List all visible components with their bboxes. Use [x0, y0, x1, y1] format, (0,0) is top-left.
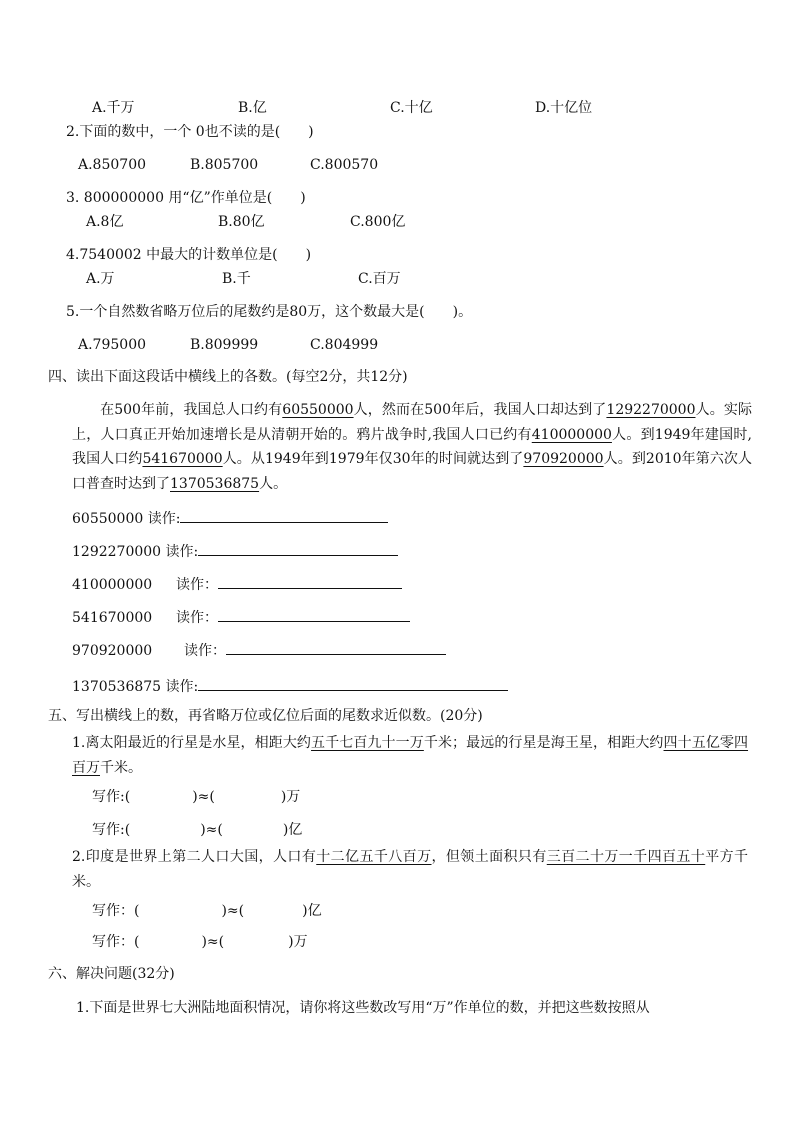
write-label: 写作:( [92, 822, 131, 838]
q-text: 千米；最远的行星是海王星，相距大约 [423, 735, 664, 751]
write-row [92, 902, 322, 920]
write-label: 写作:( [92, 789, 131, 805]
q3-option-a: A.8亿 [86, 214, 124, 230]
underlined-number: 541670000 [142, 451, 223, 467]
q5-option-a: A.795000 [78, 337, 147, 353]
q1-option-c: C.十亿 [390, 100, 433, 116]
para-text: 人。 [259, 475, 288, 492]
para-text: 人。到2010年第六次人口普查时达到了 [72, 451, 752, 492]
read-row [72, 508, 388, 528]
read-row [72, 541, 398, 561]
q3-stem: 3. 800000000 用“亿”作单位是( ) [66, 190, 306, 206]
q4-option-c: C.百万 [358, 271, 401, 287]
q1-option-b: B.亿 [238, 100, 267, 116]
q4-stem: 4.7540002 中最大的计数单位是( ) [66, 247, 312, 263]
underlined-number: 四十五亿零四百万 [72, 735, 749, 776]
q1-option-a: A.千万 [92, 100, 135, 116]
q-text: 平方千米。 [72, 849, 749, 890]
read-row [72, 676, 508, 696]
write-label: 写作：( [92, 903, 140, 919]
q5-stem: 5.一个自然数省略万位后的尾数约是80万，这个数最大是( )。 [66, 304, 473, 320]
section-5-q2 [72, 845, 748, 894]
read-row [72, 574, 402, 594]
q2-option-b: B.805700 [190, 157, 259, 173]
write-row [92, 788, 300, 806]
para-text: 人。从1949年到1979年仅30年的时间就达到了 [222, 451, 524, 467]
underlined-number: 三百二十万一千四百五十 [546, 849, 706, 865]
read-number: 410000000 [72, 577, 153, 593]
answer-blank[interactable] [226, 640, 446, 655]
q-text: 1.离太阳最近的行星是水星，相距大约 [72, 735, 312, 751]
unit-label: )亿 [282, 822, 303, 838]
write-row [92, 821, 302, 839]
read-number: 970920000 [72, 643, 153, 659]
underlined-number: 十二亿五千八百万 [316, 849, 432, 865]
write-label: 写作：( [92, 934, 140, 950]
read-number: 1292270000 [72, 544, 162, 560]
unit-label: )万 [280, 789, 301, 805]
read-label: 读作： [184, 643, 226, 659]
approx-sign: )≈( [200, 822, 223, 838]
q4-option-a: A.万 [86, 271, 115, 287]
read-row [72, 640, 446, 660]
section-5-q1 [72, 731, 748, 780]
answer-blank[interactable] [218, 574, 402, 589]
underlined-number: 1292270000 [606, 402, 696, 418]
underlined-number: 970920000 [523, 451, 604, 467]
section-4-title: 四、读出下面这段话中横线上的各数。(每空2分，共12分) [48, 369, 408, 385]
q2-option-a: A.850700 [78, 157, 147, 173]
answer-blank[interactable] [180, 508, 388, 523]
q4-option-b: B.千 [222, 271, 251, 287]
section-6-q1: 1.下面是世界七大洲陆地面积情况，请你将这些数改写用“万”作单位的数，并把这些数按照从 [76, 1000, 650, 1016]
section-6-title: 六、解决问题(32分) [48, 966, 175, 982]
underlined-number: 五千七百九十一万 [311, 735, 424, 751]
q5-option-c: C.804999 [310, 337, 379, 353]
underlined-number: 1370536875 [170, 475, 260, 492]
underlined-number: 410000000 [531, 426, 612, 443]
q-text: 千米。 [100, 759, 142, 776]
answer-blank[interactable] [198, 541, 398, 556]
para-text: 人。实际上，人口真正开始加速增长是从清朝开始的。鸦片战争时,我国人口已约有 [72, 402, 752, 443]
read-label: 读作： [176, 610, 218, 626]
q3-option-c: C.800亿 [350, 214, 406, 230]
read-label: 读作: [147, 511, 181, 527]
approx-sign: )≈( [192, 789, 215, 805]
read-number: 1370536875 [72, 679, 162, 695]
underlined-number: 60550000 [282, 402, 354, 418]
para-text: 人。到1949年建国时,我国人口约 [72, 426, 752, 467]
q3-option-b: B.80亿 [218, 214, 265, 230]
read-label: 读作: [165, 679, 199, 695]
approx-sign: )≈( [221, 903, 245, 919]
q5-option-b: B.809999 [190, 337, 259, 353]
answer-blank[interactable] [198, 676, 508, 691]
read-label: 读作: [165, 544, 199, 560]
unit-label: )万 [288, 934, 308, 950]
read-row [72, 607, 410, 627]
q2-stem: 2.下面的数中，一个 0也不读的是( ) [66, 124, 314, 140]
unit-label: )亿 [302, 903, 322, 919]
q1-option-d: D.十亿位 [535, 100, 593, 116]
approx-sign: )≈( [201, 934, 225, 950]
section-4-paragraph [72, 398, 752, 496]
read-number: 60550000 [72, 511, 144, 527]
q-text: 2.印度是世界上第二人口大国，人口有 [72, 849, 317, 865]
answer-blank[interactable] [218, 607, 410, 622]
section-5-title: 五、写出横线上的数，再省略万位或亿位后面的尾数求近似数。(20分) [48, 708, 483, 724]
read-label: 读作： [176, 577, 218, 593]
read-number: 541670000 [72, 610, 153, 626]
write-row [92, 933, 308, 951]
para-text: 在500年前，我国总人口约有 [100, 402, 283, 418]
para-text: 人，然而在500年后，我国人口却达到了 [353, 402, 607, 418]
q2-option-c: C.800570 [310, 157, 379, 173]
q-text: ，但领土面积只有 [431, 849, 547, 865]
